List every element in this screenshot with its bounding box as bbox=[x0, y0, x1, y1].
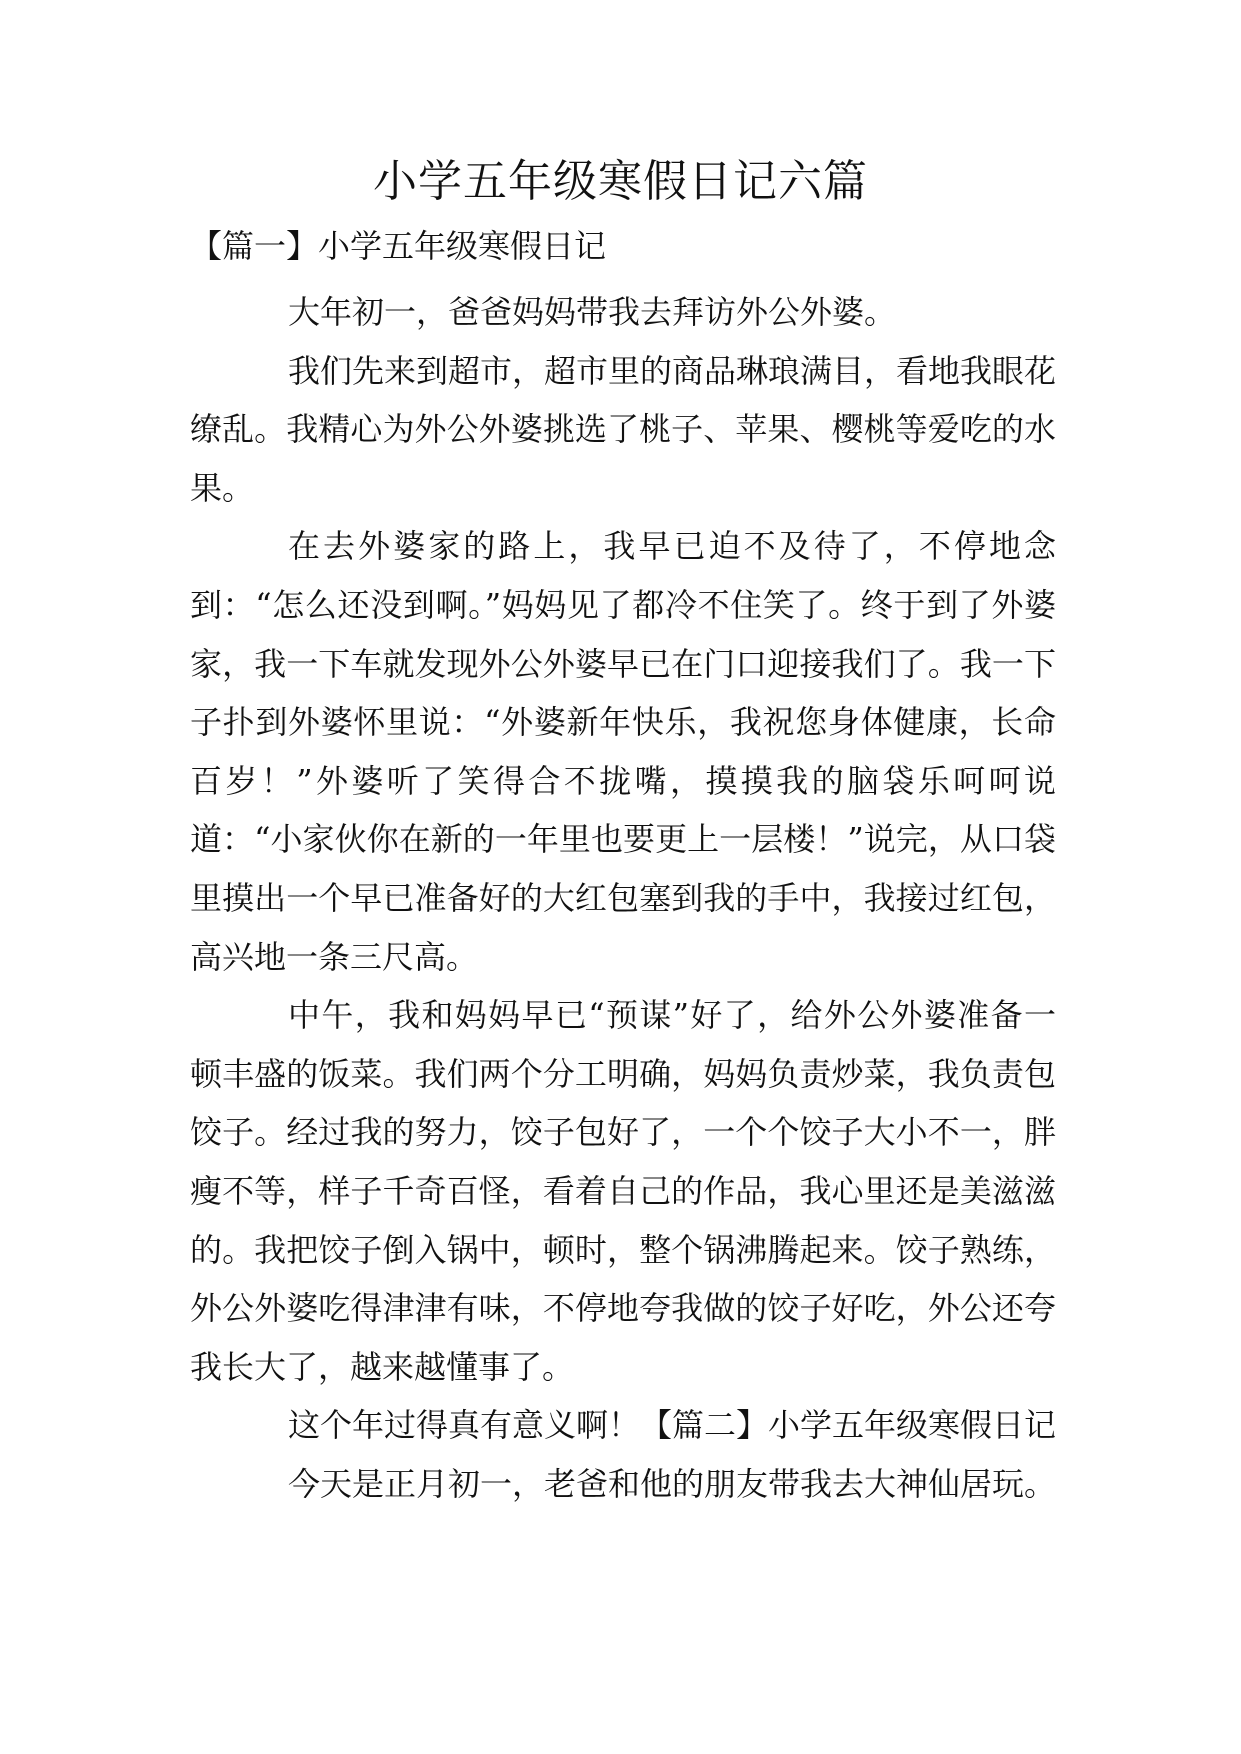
paragraph: 在去外婆家的路上，我早已迫不及待了，不停地念到：“怎么还没到啊。”妈妈见了都冷不住笑了。终于到了外婆家，我一下车就发现外公外婆早已在门口迎接我们了。我一下子扑到外婆怀里说：“外婆新年快乐，我祝您身体健康，长命百岁！”外婆听了笑得合不拢嘴，摸摸我的脑袋乐呵呵说道：“小家伙你在新的一年里也要更上一层楼！”说完，从口袋里摸出一个早已准备好的大红包塞到我的手中，我接过红包，高兴地一条三尺高。 bbox=[190, 527, 1056, 976]
document-title: 小学五年级寒假日记六篇 bbox=[373, 156, 868, 207]
paragraph: 大年初一，爸爸妈妈带我去拜访外公外婆。 bbox=[288, 293, 897, 331]
paragraph: 中午，我和妈妈早已“预谋”好了，给外公外婆准备一顿丰盛的饭菜。我们两个分工明确，妈妈负责炒菜，我负责包饺子。经过我的努力，饺子包好了，一个个饺子大小不一，胖瘦不等，样子千奇百怪，看着自己的作品，我心里还是美滋滋的。我把饺子倒入锅中，顿时，整个锅沸腾起来。饺子熟练，外公外婆吃得津津有味，不停地夸我做的饺子好吃，外公还夸我长大了，越来越懂事了。 bbox=[190, 996, 1056, 1386]
document-body bbox=[190, 283, 1056, 1513]
paragraph: 我们先来到超市，超市里的商品琳琅满目，看地我眼花缭乱。我精心为外公外婆挑选了桃子、苹果、樱桃等爱吃的水果。 bbox=[190, 351, 1057, 507]
section-heading: 【篇一】小学五年级寒假日记 bbox=[190, 227, 607, 265]
paragraph: 今天是正月初一，老爸和他的朋友带我去大神仙居玩。 bbox=[288, 1464, 1057, 1503]
paragraph: 这个年过得真有意义啊！【篇二】小学五年级寒假日记 bbox=[288, 1406, 1057, 1445]
